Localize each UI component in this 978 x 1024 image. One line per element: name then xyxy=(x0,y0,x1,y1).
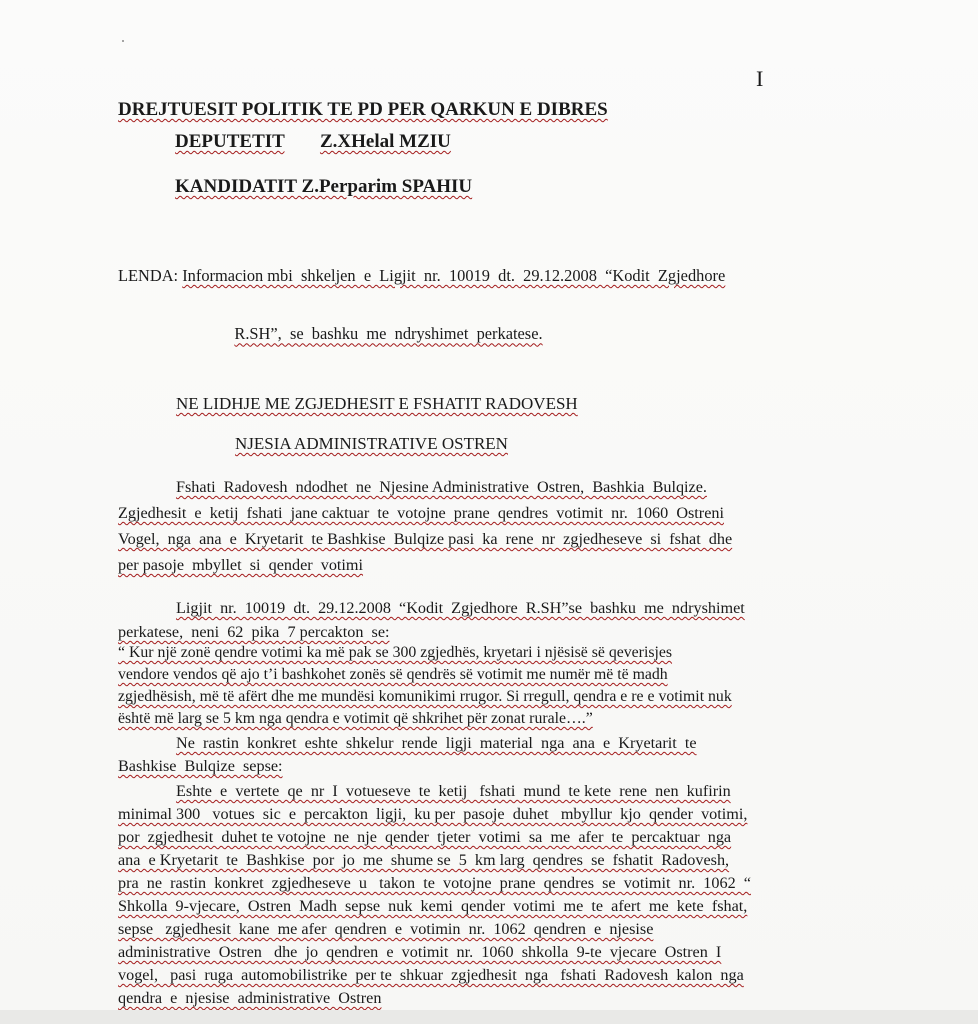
body-line: administrative Ostren dhe jo qendren e votimit nr. 1060 shkolla 9-te vjecare Ostren I xyxy=(118,943,722,961)
quote-line: është më larg se 5 km nga qendra e votimit që shkrihet për zonat rurale….” xyxy=(118,710,593,727)
body-line: Eshte e vertete qe nr I votueseve te ketij fshati mund te kete rene nen kufirin xyxy=(176,782,731,800)
body-line: Bashkise Bulqize sepse: xyxy=(118,757,283,775)
body-line: minimal 300 votues sic e percakton ligji, ku per pasoje duhet mbyllur kjo qender votimi, xyxy=(118,805,748,823)
recipient-line-2-name: Z.XHelal MZIU xyxy=(319,131,451,152)
subject-line-2 xyxy=(218,310,543,359)
page-number: I xyxy=(756,66,764,91)
recipient-line-2-prefix: DEPUTETIT xyxy=(175,131,285,152)
quote-line: zgjedhësish, më të afërt dhe me mundësi komunikimi rrugor. Si rregull, qendra e re e votimit nuk xyxy=(118,688,732,705)
quote-line: vendore vendos që ajo t’i bashkohet zonës së qendrës së votimit me numër më të madh xyxy=(118,666,668,683)
body-line: Ligjit nr. 10019 dt. 29.12.2008 “Kodit Zgjedhore R.SH”se bashku me ndryshimet xyxy=(176,599,745,617)
recipient-line-3 xyxy=(175,176,472,198)
body-line: vogel, pasi ruga automobilistrike per te shkuar zgjedhesit nga fshati Radovesh kalon nga xyxy=(118,966,744,984)
quote-line: “ Kur një zonë qendre votimi ka më pak se 300 zgjedhës, kryetari i njësisë së qeverisjes xyxy=(118,644,673,661)
body-line: sepse zgjedhesit kane me afer qendren e votimin nr. 1062 qendren e njesise xyxy=(118,920,654,938)
body-line: Fshati Radovesh ndodhet ne Njesine Administrative Ostren, Bashkia Bulqize. xyxy=(176,478,707,496)
recipient-line-2 xyxy=(175,131,451,153)
subject-text-1: Informacion mbi shkeljen e Ligjit nr. 10019 dt. 29.12.2008 “Kodit Zgjedhore xyxy=(182,266,726,285)
body-line: perkatese, neni 62 pika 7 percakton se: xyxy=(118,623,390,641)
body-line: Vogel, nga ana e Kryetarit te Bashkise Bulqize pasi ka rene nr zgjedheseve si fshat dhe xyxy=(118,530,733,548)
section-heading-1-text: NE LIDHJE ME ZGJEDHESIT E FSHATIT RADOVESH xyxy=(176,394,578,413)
body-line: ana e Kryetarit te Bashkise por jo me shume se 5 km larg qendres se fshatit Radovesh, xyxy=(118,851,730,869)
subject-line-1 xyxy=(118,268,725,284)
section-heading-1 xyxy=(176,394,578,414)
body-line: Ne rastin konkret eshte shkelur rende ligji material nga ana e Kryetarit te xyxy=(176,734,697,752)
scan-speck xyxy=(122,40,124,42)
body-line: Zgjedhesit e ketij fshati jane caktuar te votojne prane qendres votimit nr. 1060 Ostreni xyxy=(118,504,724,522)
bottom-strip xyxy=(0,1010,978,1024)
section-heading-2-text: NJESIA ADMINISTRATIVE OSTREN xyxy=(235,434,508,453)
body-line: per pasoje mbyllet si qender votimi xyxy=(118,556,364,574)
subject-label: LENDA: xyxy=(118,266,179,285)
section-heading-2 xyxy=(235,434,508,454)
body-line: Shkolla 9-vjecare, Ostren Madh sepse nuk kemi qender votimi me te afert me kete fshat, xyxy=(118,897,748,915)
body-line: qendra e njesise administrative Ostren xyxy=(118,989,382,1007)
body-line: pra ne rastin konkret zgjedheseve u takon te votojne prane qendres se votimit nr. 1062 “ xyxy=(118,874,751,892)
subject-text-2: R.SH”, se bashku me ndryshimet perkatese. xyxy=(234,324,543,344)
recipient-line-3-text: KANDIDATIT Z.Perparim SPAHIU xyxy=(175,176,473,197)
body-line: por zgjedhesit duhet te votojne ne nje qender tjeter votimi sa me afer te percaktuar nga xyxy=(118,828,732,846)
recipient-line-1-text: DREJTUESIT POLITIK TE PD PER QARKUN E DIBRES xyxy=(118,99,608,120)
recipient-line-1 xyxy=(118,99,608,121)
